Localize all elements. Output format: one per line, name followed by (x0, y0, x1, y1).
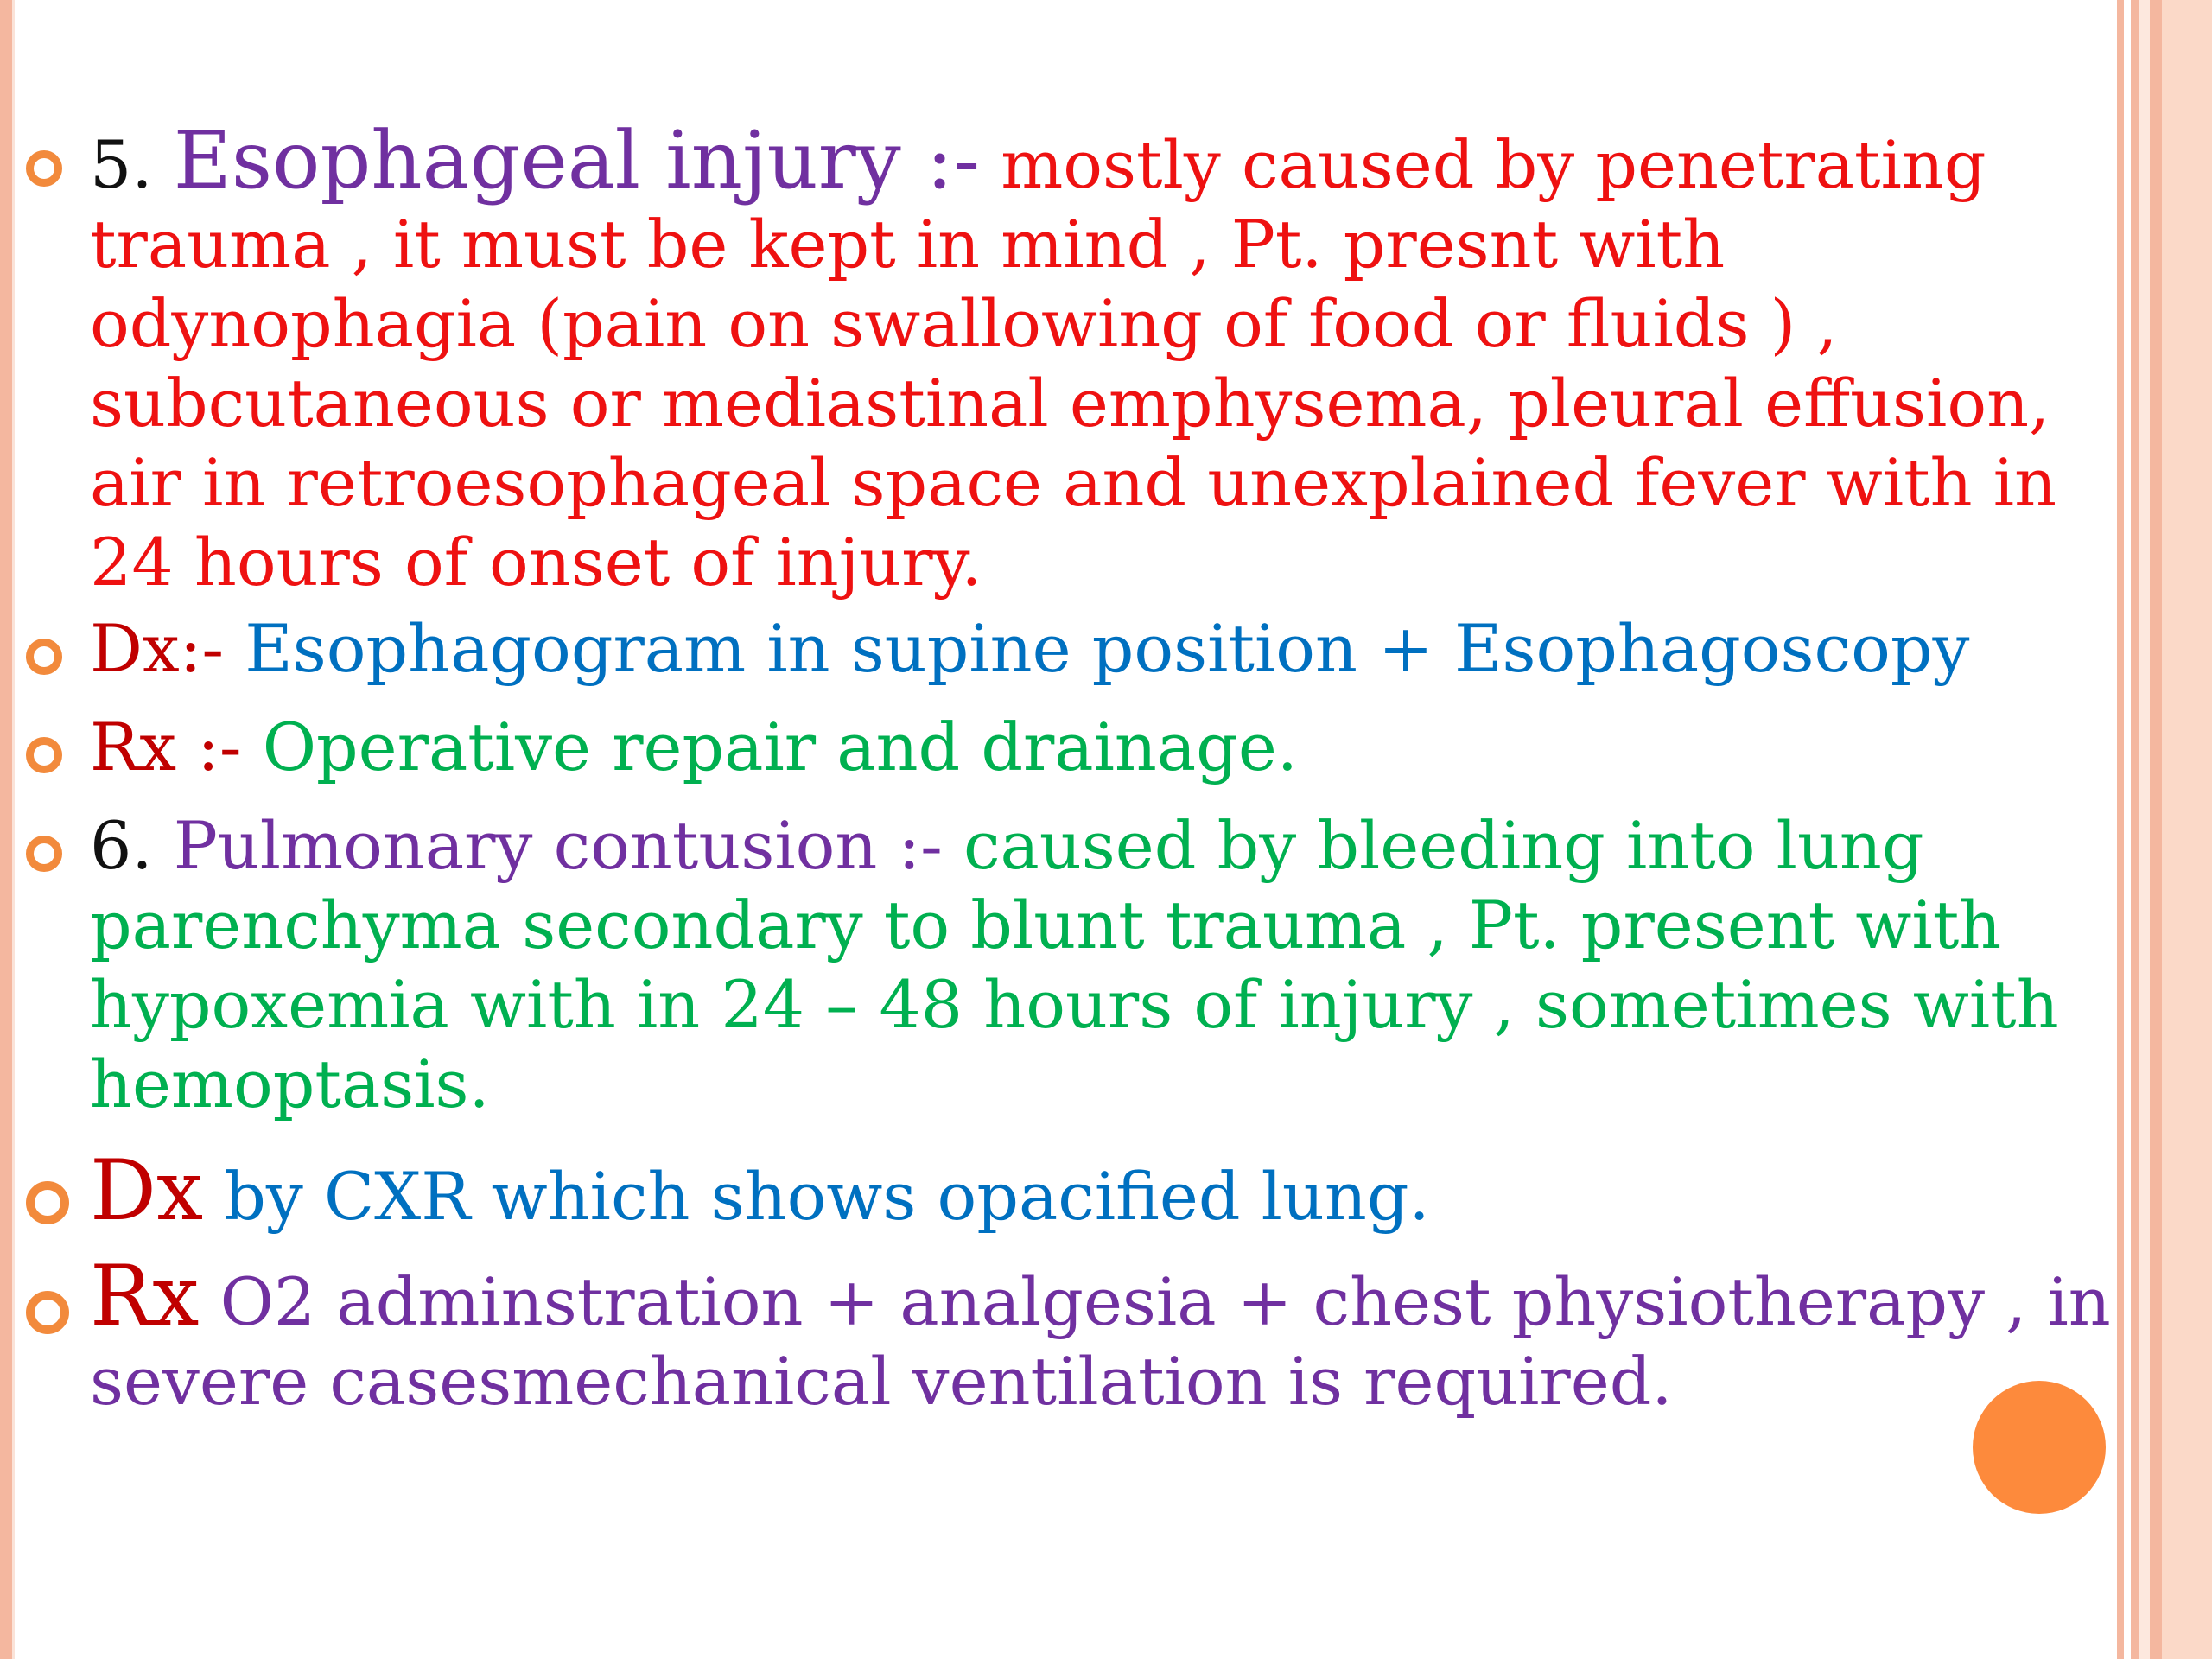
right-decorative-stripes (2117, 0, 2212, 1659)
item-label: Dx (90, 1142, 204, 1239)
item-body: by CXR which shows opacified lung. (224, 1158, 1430, 1235)
item-heading: Pulmonary contusion :- (173, 807, 943, 884)
orange-ring-bullet-icon (26, 836, 62, 872)
bullet-pulmonary-dx (26, 1142, 2117, 1239)
orange-ring-bullet-icon (26, 1291, 69, 1334)
bullet-esophageal-rx (26, 708, 2117, 787)
bullet-pulmonary-contusion (26, 806, 2117, 1124)
item-number: 6. (90, 807, 153, 884)
item-body: Operative repair and drainage. (262, 709, 1298, 785)
orange-ring-bullet-icon (26, 639, 62, 675)
bullet-esophageal-dx (26, 609, 2117, 689)
left-border (0, 0, 12, 1659)
bullet-esophageal-injury (26, 114, 2117, 602)
orange-ring-bullet-icon (26, 1181, 69, 1224)
item-body: O2 adminstration + analgesia + chest physiotherapy , in severe casesmechanical ventilation is required. (90, 1263, 2111, 1420)
item-heading: Esophageal injury :- (173, 114, 981, 207)
item-body: caused by bleeding into lung parenchyma secondary to blunt trauma , Pt. present with hypoxemia with in 24 – 48 hours of injury , sometimes with hemoptasis. (90, 807, 2059, 1122)
item-body: mostly caused by penetrating trauma , it must be kept in mind , Pt. presnt with odynophagia (pain on swallowing of food or fluids ) , subcutaneous or mediastinal emphysema, pleural effusion, air in retroesophageal space and unexplained fever with in 24 hours of onset of injury. (90, 126, 2057, 601)
orange-ring-bullet-icon (26, 737, 62, 773)
orange-ring-bullet-icon (26, 150, 62, 187)
bullet-pulmonary-rx (26, 1248, 2117, 1421)
item-label: Dx:- (90, 610, 225, 687)
item-label: Rx :- (90, 709, 242, 785)
item-body: Esophagogram in supine position + Esophagoscopy (245, 610, 1970, 687)
item-number: 5. (90, 126, 153, 203)
slide-content (26, 114, 2117, 1421)
item-label: Rx (90, 1248, 200, 1344)
orange-circle-icon (1973, 1381, 2106, 1514)
